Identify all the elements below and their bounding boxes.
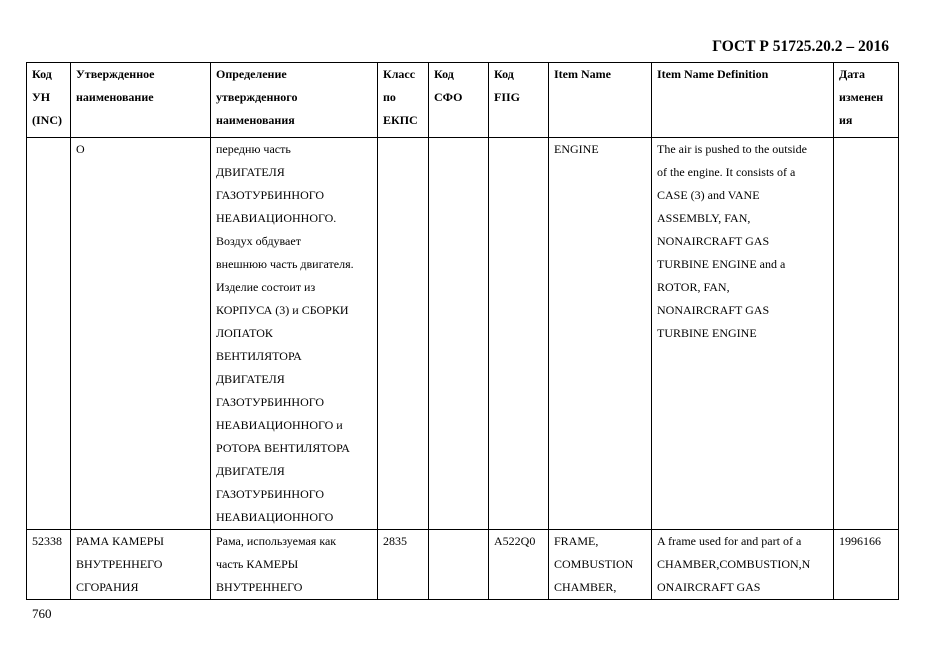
cell-sfo-code xyxy=(429,530,489,600)
cell-change-date xyxy=(834,138,899,530)
cell-change-date: 1996166 xyxy=(834,530,899,600)
cell-item-name: FRAME, COMBUSTION CHAMBER, xyxy=(549,530,652,600)
table-row xyxy=(27,138,899,530)
header-inc-code: Код УН (INC) xyxy=(27,63,71,138)
cell-fiig-code: A522Q0 xyxy=(489,530,549,600)
page-number: 760 xyxy=(32,606,52,621)
cell-approved-name: РАМА КАМЕРЫ ВНУТРЕННЕГО СГОРАНИЯ xyxy=(71,530,211,600)
document-standard-number: ГОСТ Р 51725.20.2 – 2016 xyxy=(712,38,889,55)
header-ekps-class: Класс по ЕКПС xyxy=(378,63,429,138)
cell-ekps-class: 2835 xyxy=(378,530,429,600)
cell-name-definition: Рама, используемая как часть КАМЕРЫ ВНУТРЕННЕГО xyxy=(211,530,378,600)
classification-table xyxy=(26,62,899,600)
table-row xyxy=(27,530,899,600)
cell-name-definition: передню часть ДВИГАТЕЛЯ ГАЗОТУРБИННОГО НЕАВИАЦИОННОГО. Воздух обдувает внешнюю часть двигателя. Изделие состоит из КОРПУСА (3) и СБОРКИ ЛОПАТОК ВЕНТИЛЯТОРА ДВИГАТЕЛЯ ГАЗОТУРБИННОГО НЕАВИАЦИОННОГО и РОТОРА ВЕНТИЛЯТОРА ДВИГАТЕЛЯ ГАЗОТУРБИННОГО НЕАВИАЦИОННОГО xyxy=(211,138,378,530)
cell-fiig-code xyxy=(489,138,549,530)
header-approved-name: Утвержденное наименование xyxy=(71,63,211,138)
cell-item-name-definition: The air is pushed to the outside of the engine. It consists of a CASE (3) and VANE ASSEMBLY, FAN, NONAIRCRAFT GAS TURBINE ENGINE and a ROTOR, FAN, NONAIRCRAFT GAS TURBINE ENGINE xyxy=(652,138,834,530)
header-change-date: Дата изменен ия xyxy=(834,63,899,138)
cell-inc-code xyxy=(27,138,71,530)
cell-inc-code: 52338 xyxy=(27,530,71,600)
cell-item-name: ENGINE xyxy=(549,138,652,530)
header-sfo-code: Код СФО xyxy=(429,63,489,138)
header-item-name: Item Name xyxy=(549,63,652,138)
header-name-definition: Определение утвержденного наименования xyxy=(211,63,378,138)
table-header-row xyxy=(27,63,899,138)
cell-sfo-code xyxy=(429,138,489,530)
cell-ekps-class xyxy=(378,138,429,530)
header-fiig-code: Код FIIG xyxy=(489,63,549,138)
header-item-name-definition: Item Name Definition xyxy=(652,63,834,138)
cell-approved-name: О xyxy=(71,138,211,530)
cell-item-name-definition: A frame used for and part of a CHAMBER,COMBUSTION,N ONAIRCRAFT GAS xyxy=(652,530,834,600)
